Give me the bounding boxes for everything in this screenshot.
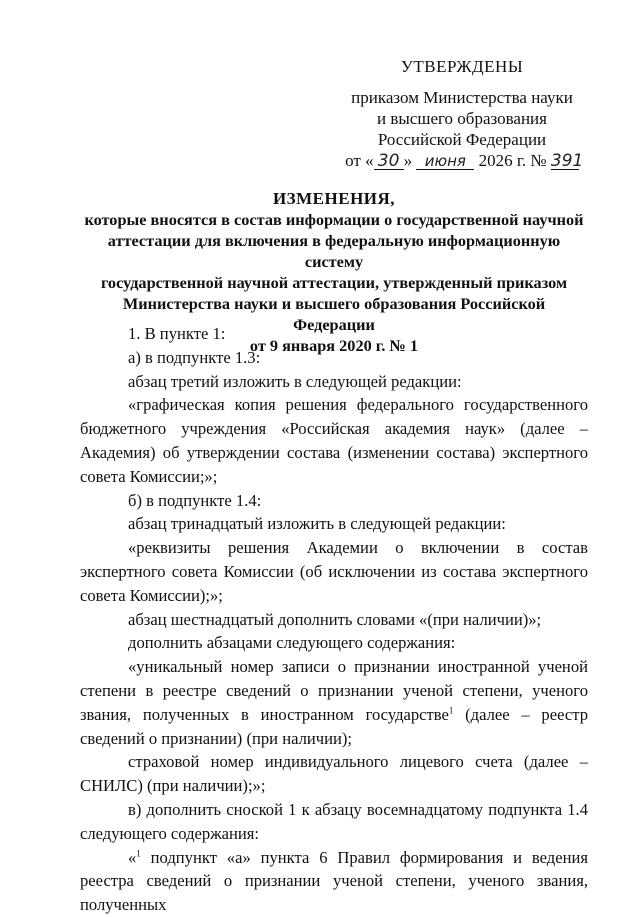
- paragraph-3: абзац третий изложить в следующей редакции:: [128, 371, 462, 391]
- title-main: ИЗМЕНЕНИЯ,: [272, 189, 396, 208]
- order-from-label: от «: [345, 151, 374, 170]
- paragraph-5: б) в подпункте 1.4:: [128, 490, 262, 510]
- close-quote: »: [403, 151, 413, 170]
- title-line-2: аттестации для включения в федеральную информационную систему: [107, 231, 561, 271]
- paragraph-13-quote: «: [128, 847, 137, 867]
- footnote-mark-1: 1: [136, 848, 141, 858]
- title-line-5: от 9 января 2020 г. № 1: [249, 336, 419, 355]
- paragraph-2: а) в подпункте 1.3:: [128, 347, 261, 367]
- paragraph-7: «реквизиты решения Академии о включении в состав экспертного совета Комиссии (об исключении из состава экспертного совета Комиссии);»;: [80, 538, 588, 605]
- paragraph-13: [80, 846, 588, 917]
- paragraph-10-text-a: «уникальный номер записи о признании иностранной ученой степени в реестре сведений о признании ученой степени, ученого звания, полученных в иностранном государстве: [80, 657, 588, 724]
- paragraph-10: [80, 655, 588, 750]
- paragraph-8: абзац шестнадцатый дополнить словами «(при наличии)»;: [128, 609, 542, 629]
- approval-line-2: и высшего образования: [377, 109, 547, 128]
- handwritten-day: 30: [374, 153, 404, 170]
- paragraph-4: «графическая копия решения федерального государственного бюджетного учреждения «Российская академия наук» (далее – Академия) об утверждении состава (изменении состава) экспертного совета Комиссии;»;: [80, 395, 588, 486]
- paragraph-9: дополнить абзацами следующего содержания:: [128, 633, 456, 653]
- approval-heading: УТВЕРЖДЕНЫ: [400, 57, 524, 76]
- paragraph-10-text-b: (далее – реестр сведений о признании) (при наличии);: [80, 704, 588, 748]
- approval-line-3: Российской Федерации: [377, 130, 547, 149]
- paragraph-12: в) дополнить сноской 1 к абзацу восемнадцатому подпункта 1.4 следующего содержания:: [80, 799, 588, 843]
- paragraph-11: страховой номер индивидуального лицевого счета (далее – СНИЛС) (при наличии);»;: [80, 752, 588, 796]
- order-year-text: 2026 г. №: [478, 151, 547, 170]
- title-line-1: которые вносятся в состав информации о государственной научной: [84, 210, 584, 229]
- approval-line-1: приказом Министерства науки: [351, 88, 573, 107]
- handwritten-month: июня: [416, 153, 474, 170]
- title-line-4: Министерства науки и высшего образования Российской Федерации: [122, 294, 546, 334]
- handwritten-order-number: 391: [550, 151, 584, 171]
- paragraph-13-text: подпункт «а» пункта 6 Правил формирования и ведения реестра сведений о признании ученой степени, ученого звания, полученных: [80, 847, 588, 915]
- order-date-number: [342, 150, 582, 171]
- approval-stamp: [342, 56, 582, 171]
- document-body: [80, 322, 588, 917]
- paragraph-6: абзац тринадцатый изложить в следующей редакции:: [128, 514, 506, 534]
- paragraph-1: 1. В пункте 1:: [128, 324, 226, 343]
- title-line-3: государственной научной аттестации, утвержденный приказом: [100, 273, 568, 292]
- footnote-ref-1: 1: [448, 705, 454, 716]
